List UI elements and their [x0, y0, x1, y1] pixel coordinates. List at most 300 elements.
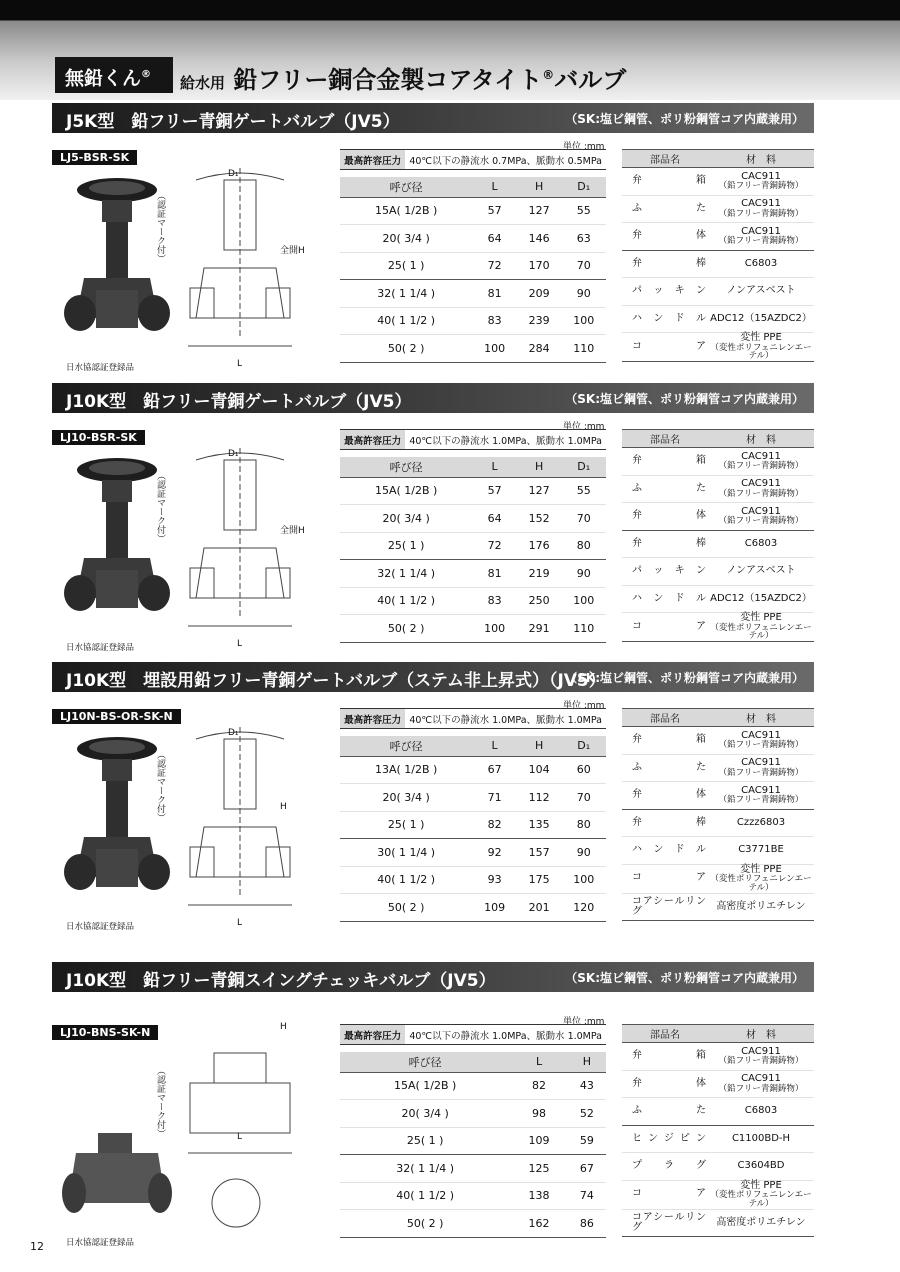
table-row: [340, 280, 606, 308]
unit-label: 単位 :mm: [563, 422, 605, 432]
part-name-cell: [622, 1098, 708, 1126]
table-cell: 74: [568, 1182, 606, 1210]
handwheel-hub-shape: [89, 740, 145, 754]
table-cell: 250: [517, 587, 562, 615]
valve-drawing: [184, 727, 296, 917]
unit-label: 単位 :mm: [563, 701, 605, 711]
column-header: L: [472, 457, 517, 477]
dimension-label-h: H: [280, 1022, 287, 1032]
table-header-row: [340, 457, 606, 477]
certification-label: 日水協認証登録品: [66, 922, 135, 932]
column-header: L: [472, 177, 517, 197]
part-name-cell: [622, 195, 708, 223]
table-cell: 125: [510, 1155, 567, 1183]
part-name-cell: [622, 613, 708, 642]
section-note: （SK:塩ビ鋼管、ポリ粉鋼管コア内蔵兼用）: [565, 671, 804, 685]
pressure-value: 40℃以下の静流水 1.0MPa、脈動水 1.0MPa: [405, 430, 606, 450]
material-cell: [708, 1125, 814, 1153]
end-port-left-shape: [64, 854, 96, 890]
dimension-table: [340, 736, 606, 922]
part-name: 弁 体: [632, 789, 706, 800]
part-name-cell: [622, 448, 708, 476]
material-cell: [708, 475, 814, 503]
table-cell: 104: [517, 756, 562, 784]
body-center-shape: [96, 290, 138, 328]
material-detail: （変性ポリフェニレンエーテル）: [710, 874, 812, 893]
dimension-label-l: L: [237, 1132, 243, 1142]
table-row: [622, 1070, 814, 1098]
product-section: [52, 962, 814, 1248]
certification-label: 日水協認証登録品: [66, 643, 135, 653]
column-header: 呼び径: [340, 457, 472, 477]
material-cell: [708, 809, 814, 837]
model-code-label: LJ5-BSR-SK: [52, 150, 137, 165]
part-name-cell: [622, 782, 708, 810]
table-row: [622, 168, 814, 196]
table-row: [340, 587, 606, 615]
material-name: C1100BD-H: [731, 1132, 791, 1144]
table-cell: 67: [568, 1155, 606, 1183]
material-detail: （鉛フリー青銅鋳物）: [718, 461, 804, 472]
part-name-cell: [622, 168, 708, 196]
table-row: [622, 558, 814, 586]
table-cell: 170: [517, 252, 562, 280]
table-row: [622, 585, 814, 613]
part-name: プ ラ グ: [632, 1160, 706, 1171]
material-cell: [708, 754, 814, 782]
materials-table: [622, 149, 814, 362]
table-row: [622, 782, 814, 810]
table-row: [340, 560, 606, 588]
table-header-row: [622, 709, 814, 727]
table-cell: 112: [517, 784, 562, 812]
section-title: J10K型 埋設用鉛フリー青銅ゲートバルブ（ステム非上昇式）（JV5）: [66, 671, 606, 691]
material-cell: [708, 333, 814, 362]
table-cell: 57: [472, 477, 517, 505]
part-name: コ ア: [632, 1188, 706, 1200]
table-cell: 64: [472, 505, 517, 533]
part-name-cell: [622, 305, 708, 333]
table-header-row: [340, 736, 606, 756]
column-header: 呼び径: [340, 736, 472, 756]
table-cell: 13A( 1/2B ): [340, 756, 472, 784]
table-row: [622, 503, 814, 531]
part-name-cell: [622, 864, 708, 893]
material-cell: [708, 250, 814, 278]
part-name-cell: [622, 727, 708, 755]
table-row: [340, 225, 606, 253]
product-section: [52, 662, 814, 932]
product-section: [52, 103, 814, 373]
material-name: C3771BE: [738, 844, 784, 855]
bonnet-shape: [106, 222, 128, 282]
material-name: 高密度ポリエチレン: [716, 1216, 806, 1228]
part-name-cell: [622, 1153, 708, 1181]
material-name: C3604BD: [737, 1160, 785, 1171]
table-row: [340, 866, 606, 894]
table-cell: 83: [472, 307, 517, 335]
material-cell: [708, 1153, 814, 1181]
table-cell: 80: [561, 811, 606, 839]
part-name: パッキン: [632, 285, 706, 296]
table-row: [622, 530, 814, 558]
model-code-label: LJ10-BNS-SK-N: [52, 1025, 158, 1040]
table-row: [340, 615, 606, 643]
material-detail: （鉛フリー青銅鋳物）: [718, 795, 804, 806]
unit-label: 単位 :mm: [563, 1017, 605, 1027]
column-header: 部品名: [622, 1025, 708, 1043]
column-header: H: [517, 736, 562, 756]
certification-mark-note: （認証マーク付）: [155, 191, 165, 263]
body-center-shape: [96, 570, 138, 608]
table-header-row: [340, 1052, 606, 1072]
table-header-row: [622, 1025, 814, 1043]
table-row: [622, 448, 814, 476]
part-name-cell: [622, 223, 708, 251]
table-cell: 82: [510, 1072, 567, 1100]
table-cell: 162: [510, 1210, 567, 1238]
table-cell: 32( 1 1/4 ): [340, 1155, 510, 1183]
part-name: 弁 体: [632, 510, 706, 521]
section-title: J10K型 鉛フリー青銅ゲートバルブ（JV5）: [66, 392, 412, 412]
pressure-label: 最高許容圧力: [340, 1025, 405, 1045]
table-cell: 176: [517, 532, 562, 560]
pressure-value: 40℃以下の静流水 1.0MPa、脈動水 1.0MPa: [405, 709, 606, 729]
pressure-table: [340, 1024, 606, 1045]
pressure-label: 最高許容圧力: [340, 430, 405, 450]
table-cell: 127: [517, 197, 562, 225]
part-name: 弁 箱: [632, 455, 706, 466]
table-row: [340, 477, 606, 505]
material-name: CAC911: [741, 198, 781, 210]
end-port-left-shape: [64, 295, 96, 331]
table-cell: 15A( 1/2B ): [340, 477, 472, 505]
material-cell: [708, 195, 814, 223]
table-cell: 100: [472, 615, 517, 643]
pressure-table: [340, 708, 606, 729]
table-cell: 52: [568, 1100, 606, 1128]
section-note: （SK:塩ビ鋼管、ポリ粉鋼管コア内蔵兼用）: [565, 112, 804, 126]
table-cell: 71: [472, 784, 517, 812]
body-center-shape: [96, 849, 138, 887]
table-row: [622, 754, 814, 782]
material-cell: [708, 1098, 814, 1126]
material-detail: （鉛フリー青銅鋳物）: [718, 767, 804, 778]
table-cell: 50( 2 ): [340, 615, 472, 643]
material-detail: （変性ポリフェニレンエーテル）: [710, 1190, 812, 1209]
side-view-outline: [212, 1179, 260, 1227]
part-name: コ ア: [632, 620, 706, 632]
part-name-cell: [622, 558, 708, 586]
dimension-label-l: L: [237, 359, 243, 369]
material-cell: [708, 168, 814, 196]
table-cell: 219: [517, 560, 562, 588]
material-name: C6803: [744, 1105, 778, 1116]
table-cell: 40( 1 1/2 ): [340, 307, 472, 335]
part-name-cell: [622, 809, 708, 837]
material-cell: [708, 837, 814, 865]
port-left-outline: [190, 288, 214, 318]
material-cell: [708, 585, 814, 613]
table-row: [340, 839, 606, 867]
material-name: 変性 PPE: [740, 1179, 782, 1191]
material-name: C6803: [744, 257, 778, 269]
table-cell: 209: [517, 280, 562, 308]
bonnet-shape: [106, 502, 128, 562]
section-header: [52, 962, 814, 992]
section-note: （SK:塩ビ鋼管、ポリ粉鋼管コア内蔵兼用）: [565, 392, 804, 406]
table-cell: 70: [561, 505, 606, 533]
part-name-cell: [622, 1209, 708, 1237]
part-name: 弁 箱: [632, 1050, 706, 1061]
pressure-table: [340, 149, 606, 170]
port-right-outline: [266, 568, 290, 598]
table-row: [340, 307, 606, 335]
column-header: 呼び径: [340, 177, 472, 197]
table-row: [622, 613, 814, 642]
part-name: ふ た: [632, 761, 706, 773]
table-row: [340, 1072, 606, 1100]
body-outline: [196, 548, 284, 598]
part-name: ハンドル: [632, 312, 706, 324]
column-header: D₁: [561, 177, 606, 197]
table-row: [622, 1043, 814, 1071]
column-header: H: [517, 457, 562, 477]
table-header-row: [340, 177, 606, 197]
pressure-row: [340, 150, 606, 170]
dimension-label-l: L: [237, 639, 243, 649]
part-name: 弁 箱: [632, 175, 706, 186]
table-cell: 152: [517, 505, 562, 533]
material-detail: （鉛フリー青銅鋳物）: [718, 1056, 804, 1067]
material-cell: [708, 223, 814, 251]
pressure-value: 40℃以下の静流水 1.0MPa、脈動水 1.0MPa: [405, 1025, 606, 1045]
material-name: CAC911: [741, 225, 781, 237]
column-header: 部品名: [622, 709, 708, 727]
material-cell: [708, 558, 814, 586]
column-header: 部品名: [622, 430, 708, 448]
material-cell: [708, 278, 814, 306]
table-cell: 40( 1 1/2 ): [340, 866, 472, 894]
material-name: C6803: [744, 537, 778, 549]
table-row: [340, 335, 606, 363]
table-cell: 30( 1 1/4 ): [340, 839, 472, 867]
table-cell: 15A( 1/2B ): [340, 1072, 510, 1100]
port-left-outline: [190, 847, 214, 877]
unit-label: 単位 :mm: [563, 142, 605, 152]
material-detail: （鉛フリー青銅鋳物）: [718, 208, 804, 219]
table-cell: 25( 1 ): [340, 252, 472, 280]
table-row: [622, 837, 814, 865]
pressure-value: 40℃以下の静流水 0.7MPa、脈動水 0.5MPa: [405, 150, 606, 170]
material-name: ADC12（15AZDC2）: [710, 312, 812, 324]
material-detail: （鉛フリー青銅鋳物）: [718, 1083, 804, 1094]
end-port-right-shape: [138, 575, 170, 611]
table-cell: 25( 1 ): [340, 532, 472, 560]
port-left-outline: [190, 568, 214, 598]
table-header-row: [622, 430, 814, 448]
section-note: （SK:塩ビ鋼管、ポリ粉鋼管コア内蔵兼用）: [565, 971, 804, 985]
table-cell: 109: [510, 1127, 567, 1155]
certification-mark-note: （認証マーク付）: [155, 750, 165, 822]
table-row: [622, 1180, 814, 1209]
part-name: コアシールリング: [632, 1211, 706, 1234]
end-port-right-shape: [148, 1173, 172, 1213]
column-header: 呼び径: [340, 1052, 510, 1072]
table-cell: 81: [472, 280, 517, 308]
column-header: H: [568, 1052, 606, 1072]
material-cell: [708, 305, 814, 333]
table-cell: 72: [472, 252, 517, 280]
dimension-table: [340, 457, 606, 643]
table-cell: 50( 2 ): [340, 894, 472, 922]
part-name-cell: [622, 530, 708, 558]
table-cell: 57: [472, 197, 517, 225]
column-header: 材 料: [708, 430, 814, 448]
table-cell: 64: [472, 225, 517, 253]
part-name-cell: [622, 1125, 708, 1153]
part-name-cell: [622, 893, 708, 921]
part-name: 弁 体: [632, 1077, 706, 1089]
table-row: [622, 1209, 814, 1237]
part-name-cell: [622, 1180, 708, 1209]
table-cell: 93: [472, 866, 517, 894]
material-name: CAC911: [741, 170, 781, 182]
material-cell: [708, 893, 814, 921]
material-name: 高密度ポリエチレン: [716, 900, 806, 912]
dimension-label-d: D₁: [228, 169, 239, 179]
material-name: 変性 PPE: [740, 863, 782, 875]
table-row: [340, 252, 606, 280]
table-row: [340, 1127, 606, 1155]
material-name: CAC911: [741, 784, 781, 796]
handwheel-hub-shape: [89, 461, 145, 475]
table-cell: 72: [472, 532, 517, 560]
part-name-cell: [622, 1043, 708, 1071]
column-header: L: [510, 1052, 567, 1072]
materials-table: [622, 708, 814, 921]
table-cell: 20( 3/4 ): [340, 225, 472, 253]
material-name: CAC911: [741, 757, 781, 769]
material-name: CAC911: [741, 1045, 781, 1057]
material-name: CAC911: [741, 729, 781, 741]
material-cell: [708, 530, 814, 558]
table-cell: 55: [561, 197, 606, 225]
table-row: [622, 864, 814, 893]
part-name-cell: [622, 585, 708, 613]
dimension-table: [340, 177, 606, 363]
table-cell: 15A( 1/2B ): [340, 197, 472, 225]
table-cell: 120: [561, 894, 606, 922]
table-cell: 138: [510, 1182, 567, 1210]
part-name-cell: [622, 754, 708, 782]
part-name-cell: [622, 1070, 708, 1098]
column-header: 材 料: [708, 1025, 814, 1043]
table-cell: 81: [472, 560, 517, 588]
table-cell: 40( 1 1/2 ): [340, 1182, 510, 1210]
valve-drawing: [184, 448, 296, 638]
stem-nut-shape: [102, 480, 132, 502]
body-outline: [190, 1083, 290, 1133]
table-cell: 50( 2 ): [340, 335, 472, 363]
material-detail: （鉛フリー青銅鋳物）: [718, 488, 804, 499]
dimension-label-h: 全開H: [280, 526, 305, 536]
table-cell: 43: [568, 1072, 606, 1100]
certification-label: 日水協認証登録品: [66, 363, 135, 373]
table-cell: 201: [517, 894, 562, 922]
handwheel-hub-shape: [89, 181, 145, 195]
part-name: 弁 棒: [632, 537, 706, 549]
table-row: [622, 250, 814, 278]
page-number: 12: [30, 1240, 44, 1253]
part-name-cell: [622, 475, 708, 503]
part-name-cell: [622, 837, 708, 865]
part-name: ふ た: [632, 482, 706, 494]
column-header: 材 料: [708, 150, 814, 168]
pressure-label: 最高許容圧力: [340, 709, 405, 729]
table-cell: 40( 1 1/2 ): [340, 587, 472, 615]
material-name: CAC911: [741, 505, 781, 517]
table-row: [340, 1100, 606, 1128]
part-name: 弁 棒: [632, 816, 706, 828]
cap-outline: [214, 1053, 266, 1083]
dimension-label-l: L: [237, 918, 243, 928]
table-cell: 100: [561, 307, 606, 335]
table-cell: 80: [561, 532, 606, 560]
table-row: [622, 1125, 814, 1153]
part-name: 弁 棒: [632, 257, 706, 269]
table-row: [340, 1155, 606, 1183]
table-cell: 83: [472, 587, 517, 615]
pressure-row: [340, 1025, 606, 1045]
section-title: J10K型 鉛フリー青銅スイングチェッキバルブ（JV5）: [66, 971, 496, 991]
end-port-right-shape: [138, 854, 170, 890]
part-name-cell: [622, 503, 708, 531]
material-cell: [708, 1070, 814, 1098]
column-header: L: [472, 736, 517, 756]
material-name: ノンアスベスト: [726, 565, 796, 576]
part-name: 弁 体: [632, 230, 706, 241]
table-row: [622, 278, 814, 306]
part-name-cell: [622, 250, 708, 278]
material-detail: （鉛フリー青銅鋳物）: [718, 516, 804, 527]
table-row: [340, 811, 606, 839]
certification-label: 日水協認証登録品: [66, 1238, 135, 1248]
section-header: [52, 662, 814, 692]
pressure-label: 最高許容圧力: [340, 150, 405, 170]
materials-table: [622, 429, 814, 642]
table-cell: 127: [517, 477, 562, 505]
table-cell: 110: [561, 615, 606, 643]
table-cell: 20( 3/4 ): [340, 1100, 510, 1128]
table-row: [622, 727, 814, 755]
table-row: [340, 532, 606, 560]
material-name: Czzz6803: [736, 816, 786, 828]
table-cell: 100: [561, 866, 606, 894]
material-detail: （鉛フリー青銅鋳物）: [718, 181, 804, 192]
material-name: CAC911: [741, 1073, 781, 1085]
table-cell: 60: [561, 756, 606, 784]
body-outline: [196, 827, 284, 877]
table-row: [622, 333, 814, 362]
table-cell: 32( 1 1/4 ): [340, 280, 472, 308]
dimension-label-h: 全開H: [280, 246, 305, 256]
material-detail: （鉛フリー青銅鋳物）: [718, 236, 804, 247]
material-cell: [708, 864, 814, 893]
material-cell: [708, 1043, 814, 1071]
material-detail: （変性ポリフェニレンエーテル）: [710, 342, 812, 362]
table-cell: 90: [561, 560, 606, 588]
